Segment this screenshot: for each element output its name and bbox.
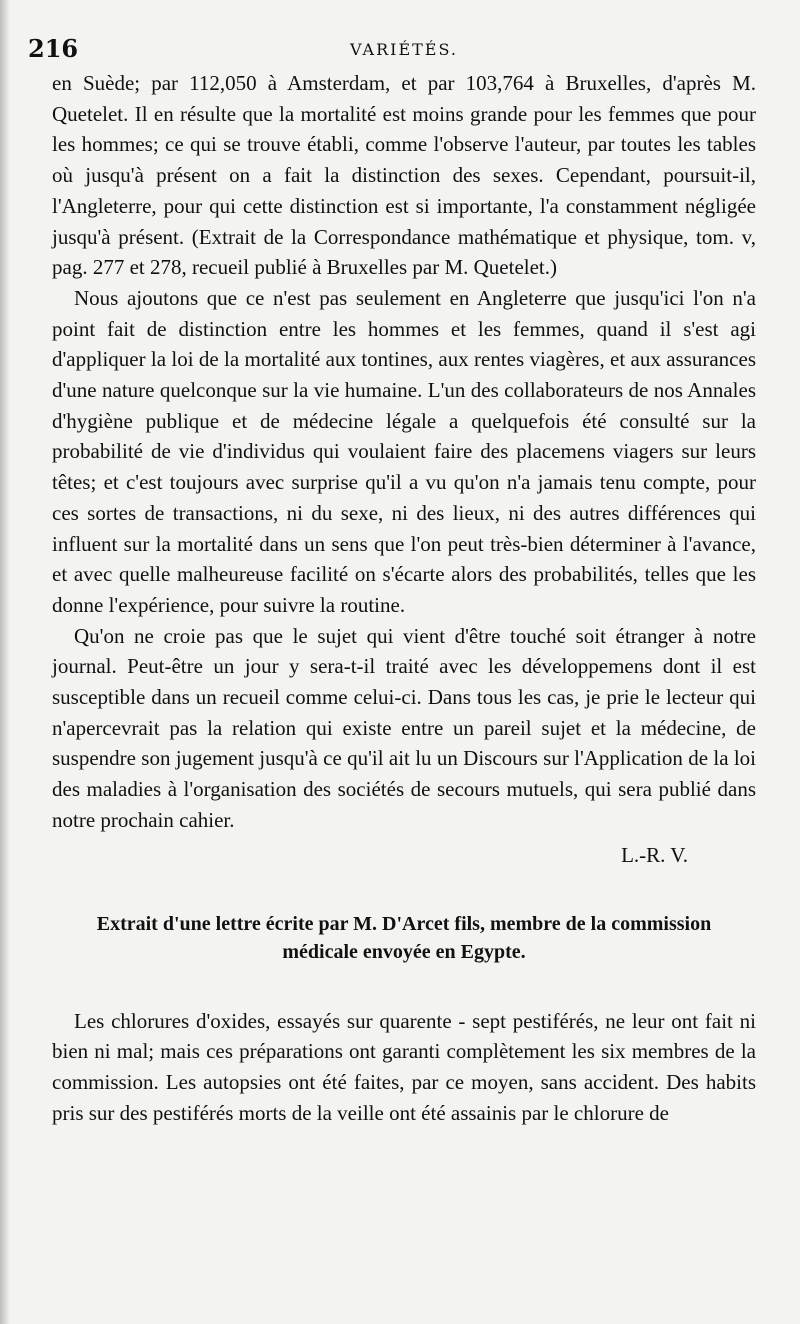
paragraph-journal-subject: Qu'on ne croie pas que le sujet qui vient d'être touché soit étranger à notre journal. Peut-être un jour y sera-t-il traité avec les développemens dont il est susceptible dans un recueil comme celui-ci. Dans tous les cas, je prie le lecteur qui n'apercevrait pas la relation qui existe entre un pareil sujet et la médecine, de suspendre son jugement jusqu'à ce qu'il ait lu un Discours sur l'Application de la loi des maladies à l'organisation des sociétés de secours mutuels, qui sera publié dans notre prochain cahier.: [52, 623, 756, 832]
paragraph-darcet-letter: Les chlorures d'oxides, essayés sur quarente - sept pestiférés, ne leur ont fait ni bien ni mal; mais ces préparations ont garanti complètement les six membres de la commission. Les autopsies ont été faites, par ce moyen, sans accident. Des habits pris sur des pestiférés morts de la veille ont été assainis par le chlorure de: [52, 1008, 756, 1125]
author-signature: L.-R. V.: [621, 842, 688, 867]
paragraph-editor-comment: Nous ajoutons que ce n'est pas seulement en Angleterre que jusqu'ici l'on n'a point fait de distinction entre les hommes et les femmes, quand il s'est agi d'appliquer la loi de la mortalité aux tontines, aux rentes viagères, et aux assurances d'une nature quelconque sur la vie humaine. L'un des collaborateurs de nos Annales d'hygiène publique et de médecine légale a quelquefois été consulté sur la probabilité de vie d'individus qui voulaient faire des placemens viagers sur leurs têtes; et c'est toujours avec surprise qu'il a vu qu'on n'a jamais tenu compte, pour ces sortes de transactions, ni du sexe, ni des lieux, ni des autres différences qui influent sur la mortalité dans un sens que l'on peut très-bien déterminer à l'avance, et avec quelle malheureuse facilité on s'écarte alors des probabilités, telles que les donne l'expérience, pour suivre la routine.: [52, 285, 756, 617]
running-title: VARIÉTÉS.: [350, 40, 458, 59]
running-head: [28, 34, 756, 66]
paragraph-mortality-note: en Suède; par 112,050 à Amsterdam, et par 103,764 à Bruxelles, d'après M. Quetelet. Il en résulte que la mortalité est moins grande pour les femmes que pour les hommes; ce qui se trouve établi, comme l'observe l'auteur, par toutes les tables où jusqu'à présent on a fait la distinction des sexes. Cependant, poursuit-il, l'Angleterre, pour qui cette distinction est si importante, l'a constamment négligée jusqu'à présent. (Extrait de la Correspondance mathématique et physique, tom. v, pag. 277 et 278, recueil publié à Bruxelles par M. Quetelet.): [52, 71, 756, 280]
page-number: 216: [28, 34, 79, 63]
section-heading: Extrait d'une lettre écrite par M. D'Arcet fils, membre de la commission médicale envoyée en Egypte.: [96, 912, 712, 963]
